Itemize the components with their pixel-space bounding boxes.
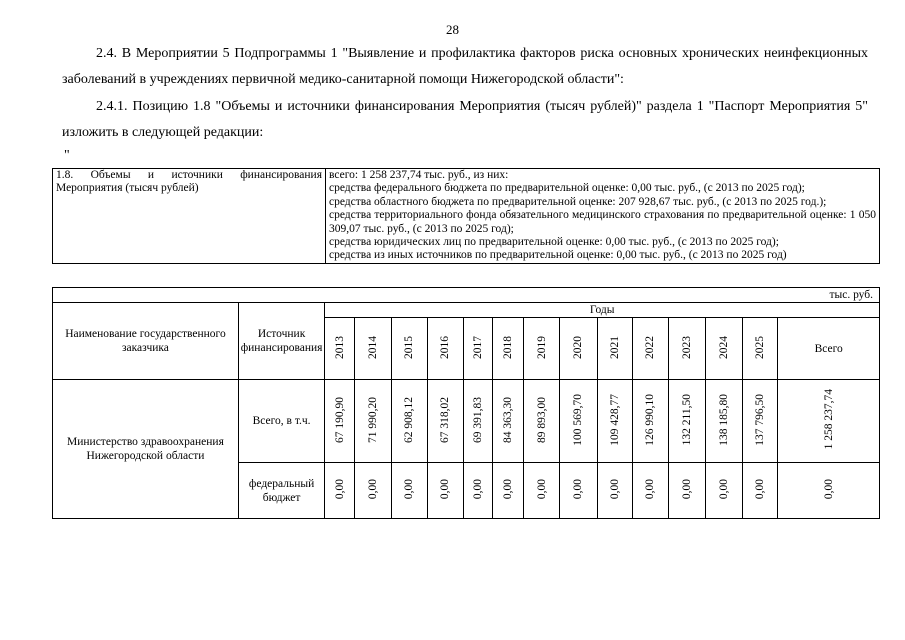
value-text: 89 893,00: [535, 396, 548, 443]
value-cell: [668, 380, 705, 463]
passport-line: средства федерального бюджета по предварительной оценке: 0,00 тыс. руб., (с 2013 по 2025 год);: [329, 182, 805, 195]
value-text: 67 318,02: [439, 396, 452, 443]
total-cell: [778, 463, 880, 519]
value-text: 62 908,12: [403, 396, 416, 443]
finance-table: [52, 287, 880, 519]
year-label: 2014: [367, 335, 380, 359]
customer-header: Наименование государственного заказчика: [53, 303, 239, 380]
value-cell: [463, 380, 492, 463]
year-label: 2019: [535, 335, 548, 359]
value-cell: [597, 380, 632, 463]
page-number: 28: [446, 22, 459, 37]
value-cell: [706, 380, 743, 463]
value-cell: [493, 380, 524, 463]
passport-line: средства территориального фонда обязательного медицинского страхования по предварительной оценке: 1 050 309,07 тыс. руб., (с 2013 по 2025 год);: [329, 209, 876, 235]
total-text: 0,00: [822, 478, 835, 500]
value-cell: [524, 380, 560, 463]
year-header-2021: [597, 318, 632, 380]
year-label: 2020: [572, 335, 585, 359]
value-text: 69 391,83: [472, 396, 485, 443]
value-text: 132 211,50: [680, 393, 693, 446]
value-text: 67 190,90: [333, 396, 346, 443]
passport-line: средства из иных источников по предварительной оценке: 0,00 тыс. руб., (с 2013 по 2025 год): [329, 249, 787, 262]
open-quote: ": [64, 148, 70, 163]
years-header: Годы: [325, 303, 880, 318]
value-cell: [524, 463, 560, 519]
value-cell: [560, 463, 597, 519]
value-text: 109 428,77: [608, 393, 621, 446]
value-cell: [743, 380, 778, 463]
value-cell: [706, 463, 743, 519]
value-text: 0,00: [644, 478, 657, 500]
year-header-2020: [560, 318, 597, 380]
value-cell: [391, 380, 427, 463]
source-header: Источник финансирования: [238, 303, 324, 380]
year-label: 2022: [644, 335, 657, 359]
source-cell: федеральный бюджет: [238, 463, 324, 519]
value-text: 71 990,20: [367, 396, 380, 443]
value-text: 0,00: [680, 478, 693, 500]
year-header-2022: [632, 318, 668, 380]
value-cell: [355, 380, 391, 463]
year-label: 2015: [403, 335, 416, 359]
value-text: 126 990,10: [644, 393, 657, 446]
value-cell: [597, 463, 632, 519]
year-label: 2021: [608, 335, 621, 359]
year-header-2019: [524, 318, 560, 380]
year-label: 2023: [680, 335, 693, 359]
value-cell: [668, 463, 705, 519]
passport-label: 1.8. Объемы и источники финансирования Мероприятия (тысяч рублей): [53, 169, 326, 264]
passport-line: средства областного бюджета по предварительной оценке: 207 928,67 тыс. руб., (с 2013 по 2025 год.);: [329, 195, 827, 208]
year-header-2014: [355, 318, 391, 380]
value-text: 0,00: [572, 478, 585, 500]
value-text: 0,00: [439, 478, 452, 500]
unit-label: тыс. руб.: [53, 288, 880, 303]
year-header-2016: [427, 318, 463, 380]
year-header-2018: [493, 318, 524, 380]
value-cell: [463, 463, 492, 519]
year-label: 2017: [472, 335, 485, 359]
year-label: 2013: [333, 335, 346, 359]
paragraph-2-4-1: 2.4.1. Позицию 1.8 "Объемы и источники финансирования Мероприятия (тысяч рублей)" раздела 1 "Паспорт Мероприятия 5" изложить в следующей редакции:: [62, 99, 868, 140]
value-cell: [632, 463, 668, 519]
value-text: 0,00: [718, 478, 731, 500]
year-label: 2024: [718, 335, 731, 359]
passport-table: [52, 168, 880, 264]
value-text: 0,00: [472, 478, 485, 500]
value-text: 137 796,50: [754, 393, 767, 446]
value-cell: [391, 463, 427, 519]
year-header-2015: [391, 318, 427, 380]
passport-line: всего: 1 258 237,74 тыс. руб., из них:: [329, 169, 509, 181]
passport-text: [326, 169, 880, 264]
year-header-2013: [325, 318, 355, 380]
value-cell: [355, 463, 391, 519]
value-text: 0,00: [333, 478, 346, 500]
year-header-2023: [668, 318, 705, 380]
value-text: 0,00: [608, 478, 621, 500]
year-label: 2016: [439, 335, 452, 359]
value-text: 138 185,80: [718, 393, 731, 446]
total-text: 1 258 237,74: [822, 389, 835, 450]
value-cell: [493, 463, 524, 519]
year-label: 2025: [754, 335, 767, 359]
passport-line: средства юридических лиц по предварительной оценке: 0,00 тыс. руб., (с 2013 по 2025 год);: [329, 236, 779, 249]
total-header: Всего: [778, 318, 880, 380]
value-text: 0,00: [502, 478, 515, 500]
value-cell: [325, 380, 355, 463]
value-text: 0,00: [535, 478, 548, 500]
value-cell: [560, 380, 597, 463]
value-cell: [743, 463, 778, 519]
value-cell: [427, 380, 463, 463]
paragraph-2-4: 2.4. В Мероприятии 5 Подпрограммы 1 "Выявление и профилактика факторов риска основных хронических неинфекционных заболеваний в учреждениях первичной медико-санитарной помощи Нижегородской области":: [62, 46, 868, 87]
year-header-2024: [706, 318, 743, 380]
value-cell: [632, 380, 668, 463]
year-header-2025: [743, 318, 778, 380]
value-text: 84 363,30: [502, 396, 515, 443]
customer-name: Министерство здравоохранения Нижегородской области: [53, 380, 239, 519]
total-cell: [778, 380, 880, 463]
value-cell: [325, 463, 355, 519]
value-text: 0,00: [367, 478, 380, 500]
year-header-2017: [463, 318, 492, 380]
value-text: 100 569,70: [572, 393, 585, 446]
value-cell: [427, 463, 463, 519]
source-cell: Всего, в т.ч.: [238, 380, 324, 463]
value-text: 0,00: [754, 478, 767, 500]
year-label: 2018: [502, 335, 515, 359]
value-text: 0,00: [403, 478, 416, 500]
